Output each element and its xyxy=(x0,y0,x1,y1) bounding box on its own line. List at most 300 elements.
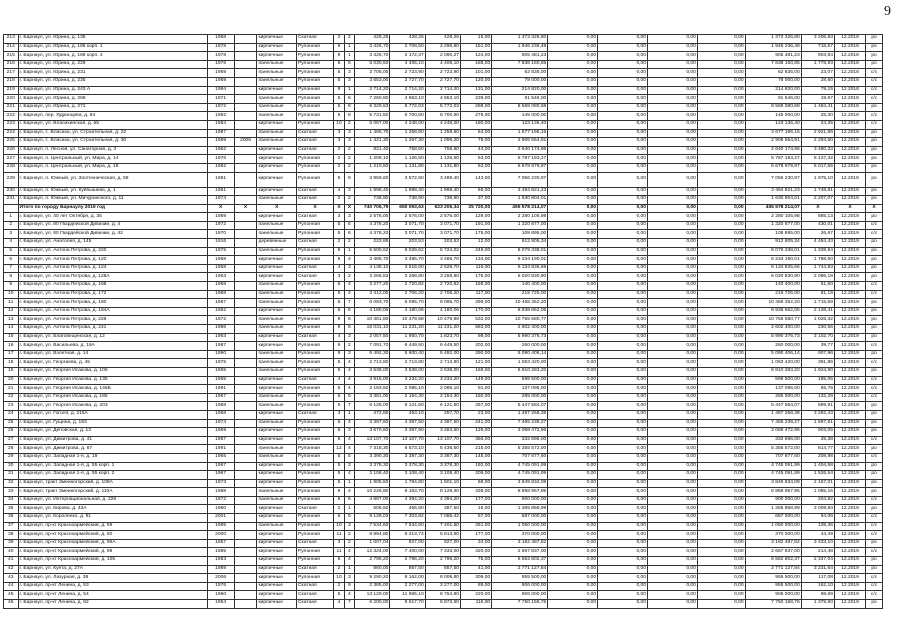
table-cell: 180,00 xyxy=(461,120,492,129)
table-row xyxy=(4,359,883,368)
table-cell: панельные xyxy=(257,69,296,78)
table-cell: 4 248,00 xyxy=(390,120,425,129)
table-cell: 129,00 xyxy=(461,213,492,222)
table-cell: 98,69 xyxy=(801,591,834,600)
table-cell: 12.2018 xyxy=(834,196,865,205)
table-cell: 4 xyxy=(344,376,354,385)
table-cell: 2 347,04 xyxy=(801,557,834,566)
table-cell: 912 805,34 xyxy=(492,239,548,248)
table-cell: 3 068 472,96 xyxy=(492,428,548,437)
table-cell: 3 670,60 xyxy=(355,428,390,437)
table-cell: Скатная xyxy=(296,138,333,147)
table-cell: 6 562 802,37 xyxy=(745,557,801,566)
table-cell: 16,00 xyxy=(461,35,492,44)
table-cell: Рулонная xyxy=(296,256,333,265)
table-row xyxy=(4,316,883,325)
table-cell: 12.2019 xyxy=(834,522,865,531)
table-cell: 2 602 400,00 xyxy=(492,325,548,334)
table-cell: 7 091,70 xyxy=(355,342,390,351)
table-cell: 0,00 xyxy=(548,60,598,69)
table-cell: 0,00 xyxy=(697,367,745,376)
table-cell: 4 180,06 xyxy=(390,307,425,316)
table-cell: г. Барнаул, ул. Интернациональная, д. 228 xyxy=(18,496,207,505)
table-cell: 6 500,62 xyxy=(355,247,390,256)
table-cell: 7 085,42 xyxy=(425,514,460,523)
table-cell: 1 007,04 xyxy=(355,539,390,548)
table-cell: 0,00 xyxy=(697,445,745,454)
table-cell: 0,00 xyxy=(548,436,598,445)
table-cell: 1990 xyxy=(207,350,234,359)
table-cell: 12.2018 xyxy=(834,95,865,104)
table-cell: г. Барнаул, ул. Анатолия, д. 145 xyxy=(18,239,207,248)
table-cell: 4 180,06 xyxy=(425,307,460,316)
table-cell: 12.2018 xyxy=(834,146,865,155)
table-row xyxy=(4,264,883,273)
table-cell: панельные xyxy=(257,325,296,334)
table-cell: г. Барнаул, ул. Лазурная, д. 38 xyxy=(18,574,207,583)
table-cell: 0,00 xyxy=(548,221,598,230)
table-cell: 220 xyxy=(4,95,19,104)
table-cell: 3 397,60 xyxy=(355,419,390,428)
table-cell: 598 500,00 xyxy=(492,376,548,385)
table-cell: 12.2019 xyxy=(834,565,865,574)
table-cell: ро xyxy=(866,187,883,196)
table-cell: г. Барнаул, п. Южный, ул. Зоотехническая, д. 59 xyxy=(18,172,207,187)
table-cell: 814,77 xyxy=(801,445,834,454)
table-cell: 15 xyxy=(4,333,19,342)
table-cell: 5 xyxy=(334,69,344,78)
table-cell: 12,00 xyxy=(461,239,492,248)
table-cell: 0,00 xyxy=(548,187,598,196)
table-cell: 12.2018 xyxy=(834,77,865,86)
table-cell: 0,00 xyxy=(598,582,648,591)
table-cell: 0,00 xyxy=(647,187,697,196)
table-cell: 12.2018 xyxy=(834,103,865,112)
table-cell: ро xyxy=(866,60,883,69)
table-cell: 0,00 xyxy=(647,488,697,497)
table-cell: 3 494 821,23 xyxy=(492,187,548,196)
table-cell: 1 210,50 xyxy=(355,163,390,172)
table-cell xyxy=(234,350,257,359)
table-cell: кирпичные xyxy=(257,155,296,164)
table-cell: Рулонная xyxy=(296,163,333,172)
table-cell: Рулонная xyxy=(296,471,333,480)
table-cell: 33 xyxy=(4,488,19,497)
table-cell: 145,00 xyxy=(461,453,492,462)
table-cell: 6 xyxy=(344,316,354,325)
table-cell: 0,00 xyxy=(697,325,745,334)
table-cell: 3 849 834,09 xyxy=(492,479,548,488)
table-cell: 0,00 xyxy=(697,60,745,69)
table-cell xyxy=(234,376,257,385)
table-cell: 0,00 xyxy=(697,402,745,411)
table-cell: Скатная xyxy=(296,146,333,155)
table-cell: панельные xyxy=(257,445,296,454)
table-cell: 137 095,00 xyxy=(492,385,548,394)
table-cell: 44 xyxy=(4,582,19,591)
table-cell: 10 226,80 xyxy=(355,488,390,497)
table-cell: 5 678 979,97 xyxy=(745,163,801,172)
table-cell: 9 xyxy=(344,582,354,591)
table-cell xyxy=(234,60,257,69)
table-cell: 3 268,80 xyxy=(425,273,460,282)
table-cell: кирпичные xyxy=(257,146,296,155)
table-cell: г. Барнаул, ул. Юрина, д. 271 xyxy=(18,103,207,112)
table-cell xyxy=(234,557,257,566)
table-cell: 25,30 xyxy=(801,112,834,121)
table-cell: 1 487 268,38 xyxy=(745,410,801,419)
table-cell: 12.2019 xyxy=(834,445,865,454)
table-cell: 1 365 858,99 xyxy=(745,505,801,514)
table-cell: 0,00 xyxy=(647,35,697,44)
table-cell: 1 975,10 xyxy=(801,172,834,187)
table-cell: 6 492,30 xyxy=(355,350,390,359)
table-cell: 0,00 xyxy=(548,230,598,239)
table-cell: 0,00 xyxy=(647,112,697,121)
table-cell: 1 xyxy=(4,213,19,222)
table-cell: с/с xyxy=(866,582,883,591)
table-cell: 1991 xyxy=(207,445,234,454)
table-cell: Рулонная xyxy=(296,342,333,351)
table-cell: 0,00 xyxy=(647,196,697,205)
table-cell: 955 500,00 xyxy=(492,574,548,583)
table-cell: 532,00 xyxy=(461,316,492,325)
table-cell: 912 805,34 xyxy=(745,239,801,248)
table-cell: 0,00 xyxy=(647,376,697,385)
table-cell: г. Барнаул, пр-кт Ленина, д. 82 xyxy=(18,600,207,609)
table-cell: 5 731,50 xyxy=(355,112,390,121)
table-cell: 740 706,79 xyxy=(355,204,390,213)
table-cell: Рулонная xyxy=(296,103,333,112)
table-cell: 12.2019 xyxy=(834,307,865,316)
table-cell: ро xyxy=(866,471,883,480)
table-cell: 758,60 xyxy=(390,146,425,155)
table-cell: с/с xyxy=(866,496,883,505)
table-cell: 1972 xyxy=(207,496,234,505)
table-cell: с/с xyxy=(866,230,883,239)
table-cell: с/с xyxy=(866,548,883,557)
table-row xyxy=(4,307,883,316)
table-cell: 32 xyxy=(4,479,19,488)
table-cell: 12.2019 xyxy=(834,256,865,265)
table-cell: 955 500,00 xyxy=(745,582,801,591)
table-cell: с/с xyxy=(866,112,883,121)
table-cell: г. Барнаул, п. Южный, ул. Мичуринского, д. 11 xyxy=(18,196,207,205)
table-cell: 0,00 xyxy=(548,273,598,282)
table-cell: 7 056 230,97 xyxy=(745,172,801,187)
table-cell: 6 xyxy=(344,95,354,104)
table-cell: с/с xyxy=(866,69,883,78)
table-cell: 2 280 105,98 xyxy=(492,213,548,222)
table-cell: 12.2019 xyxy=(834,264,865,273)
table-cell: 2 602 400,00 xyxy=(745,325,801,334)
table-cell: г. Барнаул, ул. Юрина, д. 243 А xyxy=(18,86,207,95)
table-cell: Рулонная xyxy=(296,462,333,471)
table-cell: 0,00 xyxy=(647,428,697,437)
table-cell: 4 xyxy=(344,471,354,480)
table-cell: 8 313,72 xyxy=(390,531,425,540)
table-cell: г. Барнаул, пр-кт Ленина, д. 54 xyxy=(18,591,207,600)
table-cell: 12.2019 xyxy=(834,531,865,540)
table-cell: 2 720,82 xyxy=(425,282,460,291)
table-cell: 2001 xyxy=(207,514,234,523)
table-cell: 1 823,70 xyxy=(425,333,460,342)
table-cell: 0,00 xyxy=(598,333,648,342)
table-cell: 12.2019 xyxy=(834,402,865,411)
table-cell: Рулонная xyxy=(296,445,333,454)
table-cell: Рулонная xyxy=(296,531,333,540)
table-cell: 2 640 174,96 xyxy=(745,146,801,155)
table-cell: 7 838 160,85 xyxy=(492,60,548,69)
table-cell: кирпичные xyxy=(257,600,296,609)
table-cell xyxy=(234,488,257,497)
table-cell: 0,00 xyxy=(598,204,648,213)
table-cell: 0,00 xyxy=(697,307,745,316)
table-cell: 30 xyxy=(4,462,19,471)
table-cell: 3 009,83 xyxy=(801,505,834,514)
table-cell: 1 487 268,38 xyxy=(492,410,548,419)
table-cell: 3 182 487,82 xyxy=(492,539,548,548)
table-cell: 0,00 xyxy=(548,256,598,265)
table-cell: 6 121,50 xyxy=(425,402,460,411)
table-cell: 2 796,20 xyxy=(425,557,460,566)
table-cell: Рулонная xyxy=(296,77,333,86)
table-cell: 12.2019 xyxy=(834,247,865,256)
table-cell: 738,90 xyxy=(425,196,460,205)
table-cell: 29 xyxy=(4,453,19,462)
table-row xyxy=(4,471,883,480)
table-cell: 117,08 xyxy=(801,574,834,583)
table-cell: 8 006,80 xyxy=(425,574,460,583)
table-row xyxy=(4,187,883,196)
table-cell: 0,00 xyxy=(598,376,648,385)
table-cell: 9 xyxy=(334,43,344,52)
table-cell: 0,00 xyxy=(548,453,598,462)
table-cell: 0,00 xyxy=(598,453,648,462)
table-cell: 2 708,50 xyxy=(390,43,425,52)
table-cell: 12.2019 xyxy=(834,367,865,376)
table-cell: 0,00 xyxy=(598,43,648,52)
table-cell: г. Барнаул, ул. Антона Петрова, д. 180 xyxy=(18,299,207,308)
table-cell: 214 xyxy=(4,43,19,52)
table-cell: 4 xyxy=(334,187,344,196)
table-cell: ро xyxy=(866,155,883,164)
table-cell: 0,00 xyxy=(647,367,697,376)
table-cell: 0,00 xyxy=(548,95,598,104)
table-cell: 3 231,64 xyxy=(801,565,834,574)
table-cell: кирпичные xyxy=(257,428,296,437)
table-cell: 23,00 xyxy=(461,410,492,419)
table-cell: 12.2019 xyxy=(834,221,865,230)
table-cell: 5 xyxy=(334,393,344,402)
table-cell: 12.2018 xyxy=(834,60,865,69)
table-cell: 6 562 802,37 xyxy=(492,557,548,566)
table-cell xyxy=(234,155,257,164)
table-cell: 3 538,00 xyxy=(355,367,390,376)
table-cell: X xyxy=(801,204,834,213)
table-cell: 3 xyxy=(334,213,344,222)
table-cell: 3 xyxy=(334,273,344,282)
table-cell: 9 xyxy=(334,488,344,497)
table-cell xyxy=(234,230,257,239)
table-cell: 140 400,00 xyxy=(492,282,548,291)
table-cell: 249,00 xyxy=(461,247,492,256)
table-cell: панельные xyxy=(257,77,296,86)
table-cell: 219 725,00 xyxy=(745,290,801,299)
table-cell: 12.2019 xyxy=(834,316,865,325)
table-cell: 1988 xyxy=(207,488,234,497)
table-cell: 0,00 xyxy=(647,60,697,69)
table-cell: 1976 xyxy=(207,60,234,69)
table-cell: 1958 xyxy=(207,35,234,44)
table-cell: 2 xyxy=(344,155,354,164)
table-cell: 27 xyxy=(4,436,19,445)
table-cell: 12.2018 xyxy=(834,163,865,172)
table-cell: кирпичные xyxy=(257,410,296,419)
table-cell: 0,00 xyxy=(548,514,598,523)
table-cell: 1 339,94 xyxy=(801,247,834,256)
table-cell: 6 449,50 xyxy=(390,342,425,351)
table-cell: кирпичные xyxy=(257,531,296,540)
table-cell: 0,00 xyxy=(647,239,697,248)
table-cell: Скатная xyxy=(296,591,333,600)
table-cell: 5 447 584,07 xyxy=(492,402,548,411)
table-cell: 1974 xyxy=(207,196,234,205)
table-cell: 2 727,70 xyxy=(425,77,460,86)
table-cell xyxy=(234,385,257,394)
table-cell: 81,19 xyxy=(801,290,834,299)
table-cell: 0,00 xyxy=(697,316,745,325)
table-cell: 1992 xyxy=(207,307,234,316)
table-cell: 455,80 xyxy=(390,505,425,514)
table-cell: 0,00 xyxy=(647,548,697,557)
table-cell: ро xyxy=(866,35,883,44)
table-cell: 0,00 xyxy=(647,172,697,187)
table-cell: 23 xyxy=(4,402,19,411)
table-cell: 6 573,10 xyxy=(390,445,425,454)
table-cell: Рулонная xyxy=(296,60,333,69)
table-cell: 2 720,82 xyxy=(390,282,425,291)
table-cell: 2 667 837,00 xyxy=(492,548,548,557)
table-cell: г. Барнаул, ул. Антона Петрова, д. 241 xyxy=(18,325,207,334)
table-cell: г. Барнаул, ул. Георгия Исакова, д. 135 xyxy=(18,376,207,385)
table-cell: 3 xyxy=(344,213,354,222)
table-cell: 0,00 xyxy=(598,496,648,505)
table-cell: 6 xyxy=(344,60,354,69)
table-cell: 1959 xyxy=(207,213,234,222)
table-cell: 4 378,20 xyxy=(355,221,390,230)
table-cell: 12.2019 xyxy=(834,213,865,222)
table-cell: 16 xyxy=(4,342,19,351)
table-row xyxy=(4,239,883,248)
table-cell: 188,00 xyxy=(461,60,492,69)
table-cell: 11 xyxy=(4,299,19,308)
table-cell: ро xyxy=(866,43,883,52)
table-cell: 2 727,70 xyxy=(390,77,425,86)
table-cell: г. Барнаул, ул. Георгия Исакова, д. 146Б xyxy=(18,385,207,394)
table-cell: кирпичные xyxy=(257,548,296,557)
table-cell: Рулонная xyxy=(296,574,333,583)
table-cell: 1958 xyxy=(207,410,234,419)
table-row xyxy=(4,333,883,342)
table-cell: г. Барнаул, ул. Георгиева, д. 45 xyxy=(18,359,207,368)
table-cell: 2 xyxy=(344,163,354,172)
table-cell: 1 744,83 xyxy=(801,264,834,273)
table-cell: г. Барнаул, пр-кт Ленина, д. 53 xyxy=(18,582,207,591)
table-cell: 0,00 xyxy=(598,282,648,291)
table-cell: 2 207,07 xyxy=(801,196,834,205)
table-cell: ро xyxy=(866,172,883,187)
table-cell xyxy=(234,453,257,462)
table-cell: 1965 xyxy=(207,367,234,376)
table-cell: 2 xyxy=(334,582,344,591)
table-cell: 3 426,70 xyxy=(355,52,390,61)
table-cell: 0,00 xyxy=(598,539,648,548)
table-cell: 7 260,80 xyxy=(355,95,390,104)
table-cell: 2 xyxy=(334,565,344,574)
table-cell: 0,00 xyxy=(548,488,598,497)
table-cell: 78 000,00 xyxy=(492,77,548,86)
table-row xyxy=(4,591,883,600)
table-cell: 219 xyxy=(4,86,19,95)
table-cell: 3 433,10 xyxy=(801,539,834,548)
table-cell: 1 630 804,01 xyxy=(745,196,801,205)
table-cell: 0,00 xyxy=(647,436,697,445)
table-cell: 9 xyxy=(334,350,344,359)
table-cell: 3 268,83 xyxy=(355,273,390,282)
table-cell: г. Барнаул, ул. Куета, д. 27А xyxy=(18,565,207,574)
table-cell xyxy=(234,163,257,172)
table-cell: 0,00 xyxy=(548,247,598,256)
table-cell: 907,96 xyxy=(801,350,834,359)
table-cell: 1 xyxy=(344,86,354,95)
table-cell xyxy=(234,316,257,325)
table-cell: 137 095,00 xyxy=(745,385,801,394)
table-cell: 623 206,34 xyxy=(425,204,460,213)
table-cell: г. Барнаул, п. Центральный, ул. Мира, д. 18 xyxy=(18,163,207,172)
table-cell: 5 xyxy=(334,359,344,368)
table-cell: 889,91 xyxy=(801,402,834,411)
table-cell: 132,29 xyxy=(801,393,834,402)
table-cell: 1916 xyxy=(207,239,234,248)
table-cell: 0,00 xyxy=(697,428,745,437)
table-cell xyxy=(234,129,257,138)
table-cell: 428,25 xyxy=(355,35,390,44)
table-cell: 0,00 xyxy=(598,129,648,138)
table-body xyxy=(4,35,883,609)
table-row xyxy=(4,77,883,86)
table-cell: 5 355 572,00 xyxy=(492,445,548,454)
table-cell xyxy=(234,35,257,44)
table-cell: с/с xyxy=(866,591,883,600)
table-cell: 5 xyxy=(334,77,344,86)
table-cell: 0,00 xyxy=(548,204,598,213)
table-cell: 718,57 xyxy=(801,43,834,52)
table-cell: с/с xyxy=(866,359,883,368)
table-cell: 4 653,10 xyxy=(425,95,460,104)
table-cell: 0,00 xyxy=(697,600,745,609)
table-cell: 5 990 376,73 xyxy=(492,333,548,342)
table-cell: 0,00 xyxy=(598,471,648,480)
table-row xyxy=(4,548,883,557)
table-cell: 192,00 xyxy=(461,462,492,471)
table-cell: 4 xyxy=(334,376,344,385)
table-cell: 4 xyxy=(344,256,354,265)
table-row xyxy=(4,282,883,291)
table-cell: 1 697,61 xyxy=(801,419,834,428)
table-cell: 0,00 xyxy=(647,146,697,155)
table-cell: 1983 xyxy=(207,557,234,566)
